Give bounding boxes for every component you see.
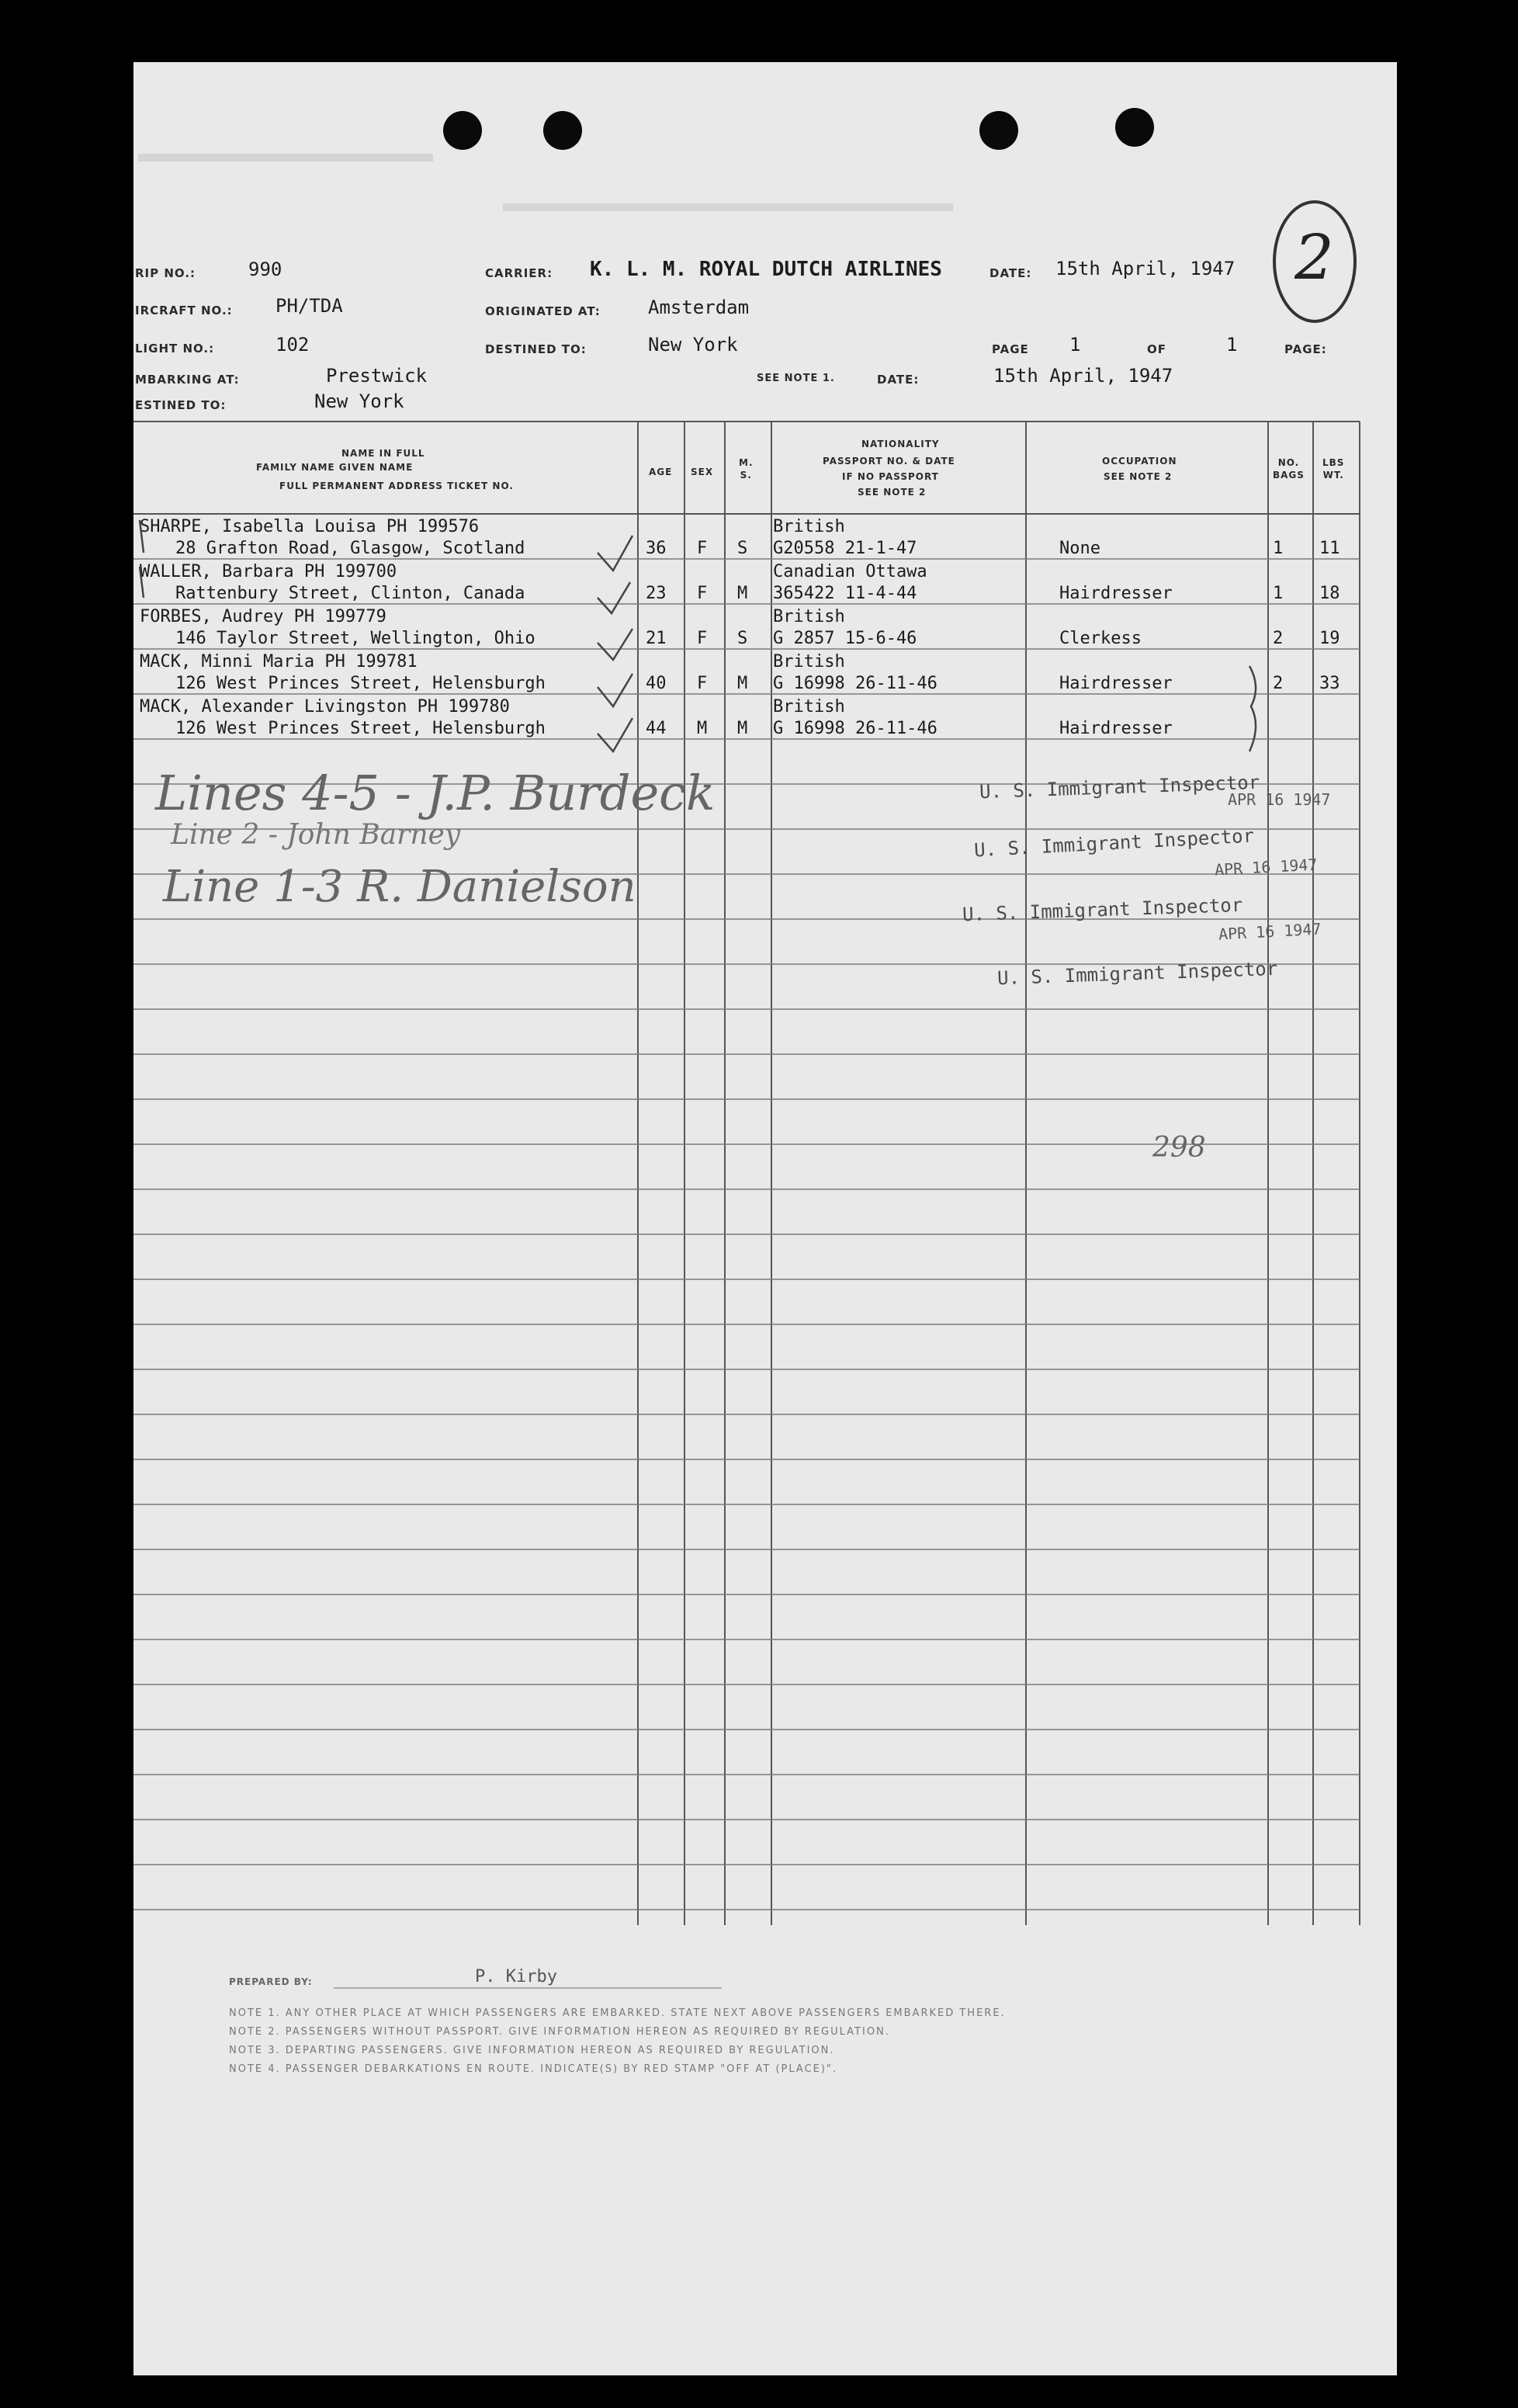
col-bags-header: NO. BAGS — [1273, 457, 1305, 481]
note-4: NOTE 4. PASSENGER DEBARKATIONS EN ROUTE. INDICATE(S) BY RED STAMP "OFF AT (PLACE)". — [229, 2063, 838, 2075]
passenger-address: 146 Taylor Street, Wellington, Ohio — [175, 629, 535, 648]
carrier-label: CARRIER: — [485, 266, 553, 280]
immigration-stamp-3: U. S. Immigrant Inspector — [962, 893, 1243, 926]
originated-label: ORIGINATED AT: — [485, 304, 601, 318]
passenger-occupation: None — [1059, 539, 1100, 558]
passenger-address: Rattenbury Street, Clinton, Canada — [175, 584, 525, 603]
passenger-name: SHARPE, Isabella Louisa PH 199576 — [140, 517, 480, 536]
passenger-name: MACK, Minni Maria PH 199781 — [140, 652, 418, 671]
col-ms-header: M. S. — [739, 457, 754, 481]
date-label: DATE: — [989, 266, 1032, 280]
handwritten-line-2: Line 2 - John Barney — [171, 819, 461, 851]
immigration-stamp-1: U. S. Immigrant Inspector — [979, 771, 1260, 803]
passenger-weight: 11 — [1319, 539, 1340, 558]
passenger-age: 44 — [646, 719, 667, 738]
note-1: NOTE 1. ANY OTHER PLACE AT WHICH PASSENGERS ARE EMBARKED. STATE NEXT ABOVE PASSENGERS EMBARKED THERE. — [229, 2007, 1006, 2019]
passenger-nationality: British — [773, 697, 845, 717]
col-age-header: AGE — [649, 467, 673, 477]
passenger-passport: G 16998 26-11-46 — [773, 674, 937, 693]
trip-no-value: 990 — [248, 258, 282, 280]
col-name-header-1: NAME IN FULL — [341, 448, 425, 459]
passenger-sex: F — [697, 539, 708, 558]
passenger-sex: F — [697, 584, 708, 603]
of-label: OF — [1147, 342, 1166, 356]
destined-to-label: ESTINED TO: — [135, 398, 227, 412]
flight-no-label: LIGHT NO.: — [135, 342, 215, 356]
passenger-bags: 1 — [1273, 539, 1284, 558]
handwritten-line-3: Line 1-3 R. Danielson — [163, 862, 636, 912]
passenger-nationality: British — [773, 607, 845, 626]
handwritten-number: 298 — [1152, 1132, 1206, 1164]
passenger-ms: M — [737, 674, 748, 693]
col-name-header-3: FULL PERMANENT ADDRESS TICKET NO. — [279, 481, 514, 491]
col-name-header-2: FAMILY NAME GIVEN NAME — [256, 462, 414, 473]
passenger-occupation: Hairdresser — [1059, 584, 1173, 603]
flight-no-value: 102 — [276, 334, 310, 356]
passenger-weight: 19 — [1319, 629, 1340, 648]
passenger-age: 21 — [646, 629, 667, 648]
passenger-sex: F — [697, 674, 708, 693]
passenger-passport: 365422 11-4-44 — [773, 584, 917, 603]
passenger-ms: S — [737, 539, 748, 558]
destined-to-value: New York — [314, 390, 404, 412]
embarking-at-label: MBARKING AT: — [135, 373, 240, 387]
col-sex-header: SEX — [691, 467, 714, 477]
aircraft-no-value: PH/TDA — [276, 295, 343, 317]
col-nat-header-4: SEE NOTE 2 — [858, 487, 927, 498]
pages-label: PAGE: — [1284, 342, 1327, 356]
col-nat-header-3: IF NO PASSPORT — [842, 471, 939, 482]
immigration-stamp-3-date: APR 16 1947 — [1218, 919, 1322, 944]
date2-label: DATE: — [877, 373, 920, 387]
see-note-label: SEE NOTE 1. — [757, 373, 835, 384]
destined-to2-value: New York — [648, 334, 738, 356]
date-value: 15th April, 1947 — [1055, 258, 1236, 279]
immigration-stamp-2: U. S. Immigrant Inspector — [973, 824, 1255, 862]
page-label: PAGE — [992, 342, 1029, 356]
passenger-name: FORBES, Audrey PH 199779 — [140, 607, 386, 626]
passenger-age: 23 — [646, 584, 667, 603]
immigration-stamp-4: U. S. Immigrant Inspector — [996, 957, 1278, 990]
embark-date-value: 15th April, 1947 — [993, 365, 1173, 387]
passenger-nationality: British — [773, 652, 845, 671]
passenger-age: 36 — [646, 539, 667, 558]
passenger-nationality: British — [773, 517, 845, 536]
passenger-weight: 18 — [1319, 584, 1340, 603]
note-3: NOTE 3. DEPARTING PASSENGERS. GIVE INFORMATION HEREON AS REQUIRED BY REGULATION. — [229, 2045, 835, 2056]
passenger-bags: 1 — [1273, 584, 1284, 603]
handwritten-line-1: Lines 4-5 - J.P. Burdeck — [155, 765, 716, 821]
destined-to2-label: DESTINED TO: — [485, 342, 587, 356]
col-occupation-header-2: SEE NOTE 2 — [1104, 471, 1173, 482]
passenger-occupation: Hairdresser — [1059, 719, 1173, 738]
passenger-age: 40 — [646, 674, 667, 693]
trip-no-label: RIP NO.: — [135, 266, 196, 280]
passenger-passport: G 2857 15-6-46 — [773, 629, 917, 648]
passenger-sex: M — [697, 719, 708, 738]
passenger-ms: M — [737, 584, 748, 603]
passenger-address: 28 Grafton Road, Glasgow, Scotland — [175, 539, 525, 558]
col-occupation-header-1: OCCUPATION — [1102, 456, 1177, 467]
prepared-by-line — [334, 1987, 722, 1989]
passenger-passport: G 16998 26-11-46 — [773, 719, 937, 738]
prepared-by-label: PREPARED BY: — [229, 1976, 313, 1987]
passenger-nationality: Canadian Ottawa — [773, 562, 927, 581]
passenger-name: MACK, Alexander Livingston PH 199780 — [140, 697, 510, 717]
passenger-bags: 2 — [1273, 629, 1284, 648]
carrier-value: K. L. M. ROYAL DUTCH AIRLINES — [590, 258, 942, 281]
page-number-mark: 2 — [1294, 221, 1334, 293]
of-value: 1 — [1226, 334, 1238, 356]
originated-value: Amsterdam — [648, 297, 750, 318]
prepared-by-value: P. Kirby — [475, 1967, 557, 1986]
passenger-address: 126 West Princes Street, Helensburgh — [175, 719, 546, 738]
col-nat-header-1: NATIONALITY — [861, 439, 940, 449]
col-weight-header: LBS WT. — [1322, 457, 1345, 481]
passenger-occupation: Hairdresser — [1059, 674, 1173, 693]
passenger-passport: G20558 21-1-47 — [773, 539, 917, 558]
immigration-stamp-2-date: APR 16 1947 — [1214, 855, 1318, 880]
passenger-ms: M — [737, 719, 748, 738]
passenger-sex: F — [697, 629, 708, 648]
page-value: 1 — [1069, 334, 1081, 356]
passenger-bags: 2 — [1273, 674, 1284, 693]
aircraft-no-label: IRCRAFT NO.: — [135, 304, 233, 317]
passenger-weight: 33 — [1319, 674, 1340, 693]
passenger-ms: S — [737, 629, 748, 648]
col-nat-header-2: PASSPORT NO. & DATE — [823, 456, 955, 467]
immigration-stamp-1-date: APR 16 1947 — [1228, 790, 1331, 809]
passenger-occupation: Clerkess — [1059, 629, 1142, 648]
passenger-name: WALLER, Barbara PH 199700 — [140, 562, 397, 581]
note-2: NOTE 2. PASSENGERS WITHOUT PASSPORT. GIVE INFORMATION HEREON AS REQUIRED BY REGULATION. — [229, 2026, 890, 2038]
passenger-address: 126 West Princes Street, Helensburgh — [175, 674, 546, 693]
embarking-at-value: Prestwick — [326, 365, 428, 387]
